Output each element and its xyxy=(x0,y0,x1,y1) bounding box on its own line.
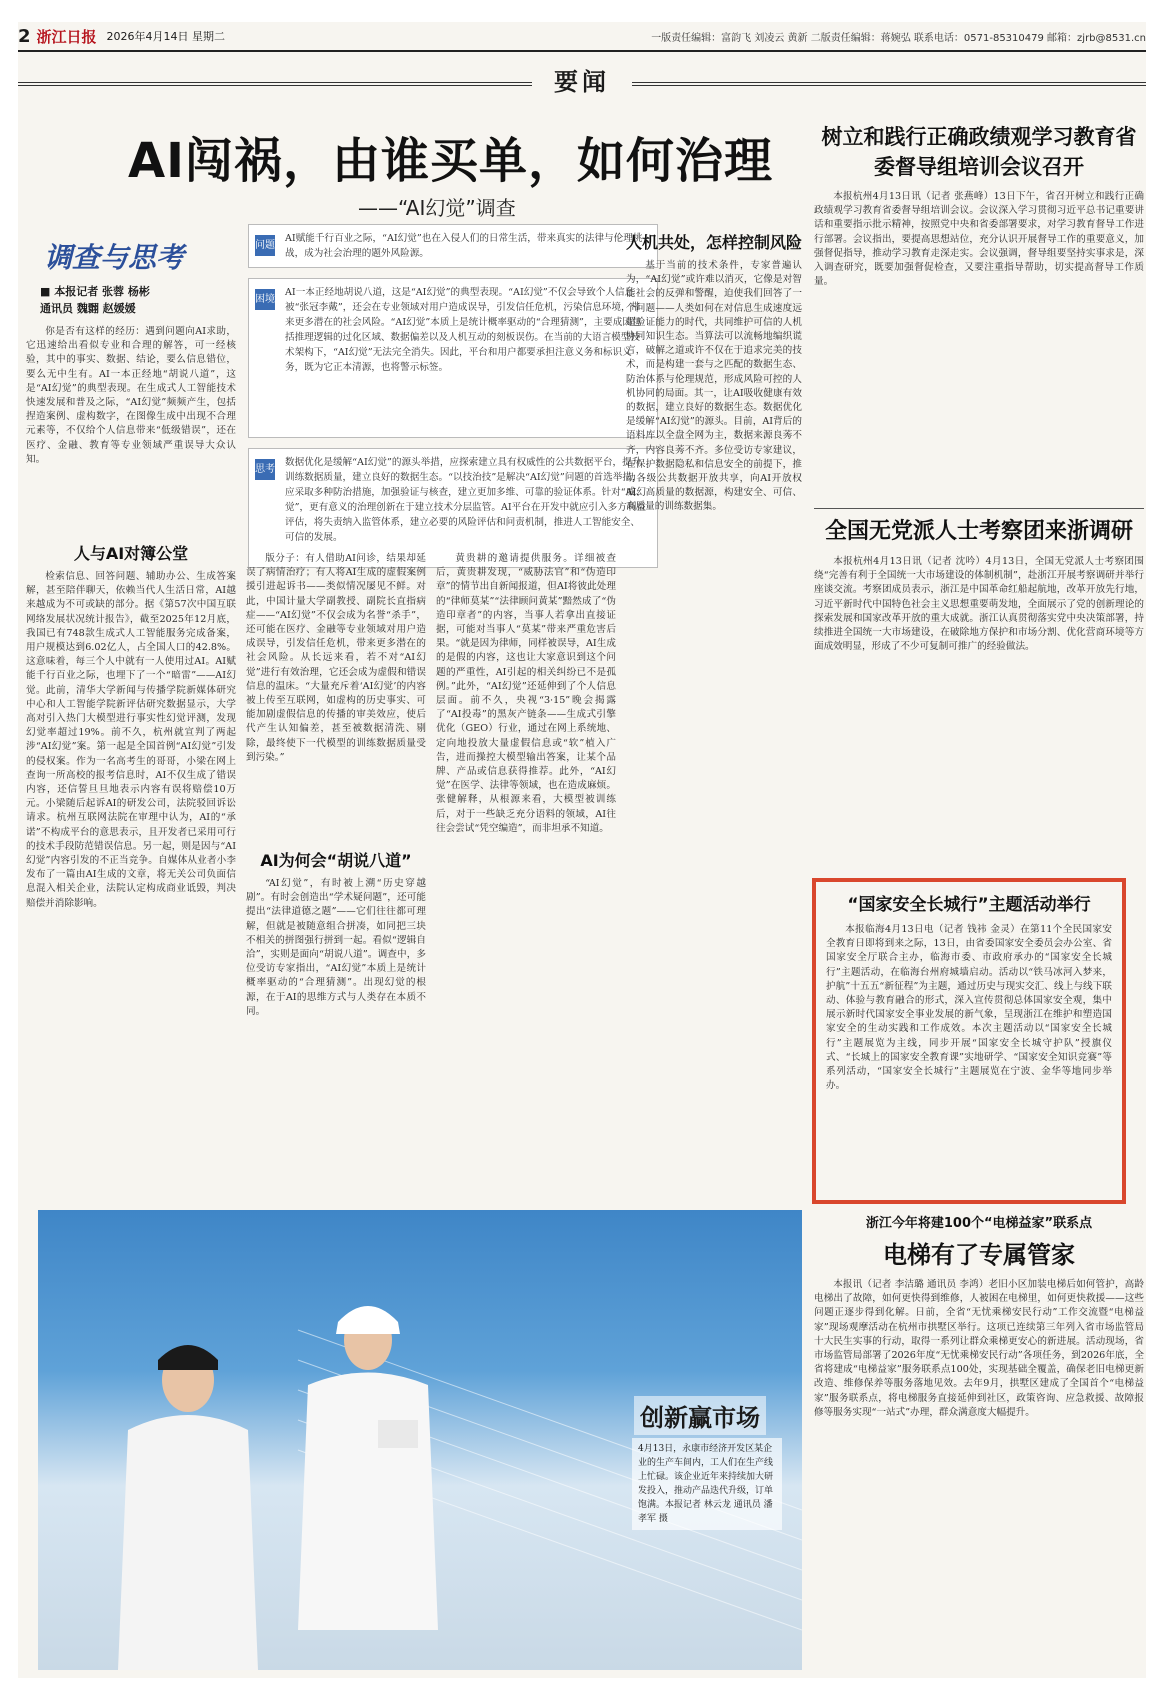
story3-title: “国家安全长城行”主题活动举行 xyxy=(847,895,1091,915)
quote-text: 数据优化是缓解“AI幻觉”的源头举措，应探索建立具有权威性的公共数据平台，提升训练数据质量，建立良好的数据生态。“以技治技”是解决“AI幻觉”问题的首选举措，应采取多种防治措施，加强验证与核查，建立更加多维、可靠的验证体系。针对“AI幻觉”，更有意义的治理创新在于建立技术分层监管。AI平台在开发中就应引入多方利益评估，将失责纳入监管体系，建立必要的风险评估和问责机制，推进人工智能安全、可信的发展。 xyxy=(285,457,646,543)
col4-body: 基于当前的技术条件，专家普遍认为，“AI幻觉”或许难以消灭，它像是对智能社会的反弹和警醒，迫使我们回答了一个问题——人类如何在对信息生成速度远超验证能力的时代，共同维护可信的人机协同知识生态。当算法可以流畅地编织谎言，破解之道或许不仅在于追求完美的技术，而是构建一套与之匹配的数据生态、防治体系与伦理规范，形成风险可控的人机协同的局面。其一，让AI吸收健康有效的数据，建立良好的数据生态。数据优化是缓解“AI幻觉”的源头。目前，AI背后的语料库以全盘全网为主，数据来源良莠不齐，内容良莠不齐。多位受访专家建议，在保护数据隐私和信息安全的前提下，推动各级公共数据开放共享，向AI开放权威、高质量的数据源，构建安全、可信、高质量的训练数据集。 xyxy=(626,260,802,513)
photo-title: 创新赢市场 xyxy=(634,1396,766,1435)
right-column-lower xyxy=(814,1212,1144,1678)
quote-box-thinking xyxy=(248,448,658,568)
subtitle-why: AI为何会“胡说八道” xyxy=(260,851,412,870)
right-column xyxy=(814,122,1144,855)
quote-tag: 困境 xyxy=(255,289,275,310)
main-subhead: ——“AI幻觉”调查 xyxy=(358,196,516,220)
topic-kicker: 调查与思考 xyxy=(44,241,185,274)
subtitle-court: 人与AI对簿公堂 xyxy=(73,544,189,563)
newspaper-page xyxy=(18,22,1146,1678)
editor-credits: 一版责任编辑：富韵飞 刘凌云 黄新 二版责任编辑：蒋婉弘 联系电话：0571-85310479 邮箱：zjrb@8531.cn xyxy=(651,32,1146,44)
col3-body: 黄贵耕的邀请提供服务。详细被查后，黄贵耕发现，“威胁法官”和“伪造印章”的情节出自新闻报道，但AI将彼此处理的“律师莫某”“法律顾问黄某”黯然成了“伪造印章者”的内容，当事人若拿出直接证据，可能对当事人“莫某”带来严重危害后果。“就是因为律师，同样被误导，AI生成的是假的内容，这也让大家意识到这个问题的严重性，AI引起的相关纠纷已不是孤例。”此外，“AI幻觉”还延伸到了个人信息层面。前不久，央视“3·15”晚会揭露了“AI投毒”的黑灰产链条——生成式引擎优化（GEO）行业，通过在网上系统地、定向地投放大量虚假信息或“软”植入广告，进而操控大模型输出答案，让某个品牌、产品或信息获得推荐。此外，“AI幻觉”在医学、法律等领域，也在造成麻烦。张健解释，从根源来看，大模型被训练后，对于一些缺乏充分语料的领域，AI往往会尝试“凭空编造”，而非坦承不知道。 xyxy=(436,553,616,834)
story2-title: 全国无党派人士考察团来浙调研 xyxy=(824,519,1133,544)
issue-date: 2026年4月14日 星期二 xyxy=(106,30,226,43)
story1-title: 树立和践行正确政绩观学习教育省委督导组培训会议召开 xyxy=(821,125,1137,179)
divider xyxy=(814,508,1144,509)
photo-caption: 4月13日，永康市经济开发区某企业的生产车间内，工人们在生产线上忙碌。该企业近年来持续加大研发投入，推动产品迭代升级，订单饱满。本报记者 林云龙 通讯员 潘孝军 摄 xyxy=(632,1438,782,1530)
column-3 xyxy=(436,552,616,1176)
page-number: 2 xyxy=(18,25,31,47)
byline xyxy=(40,284,236,317)
quote-panel xyxy=(248,224,658,578)
byline-reporters: ■ 本报记者 张蓉 杨彬 xyxy=(40,285,150,298)
section-label: 要闻 xyxy=(532,62,632,97)
section-header xyxy=(18,54,1146,112)
column-2 xyxy=(246,552,426,1167)
quote-text: AI赋能千行百业之际，“AI幻觉”也在入侵人们的日常生活，带来真实的法律与伦理挑战，成为社会治理的题外风险源。 xyxy=(285,233,643,259)
quote-tag: 思考 xyxy=(255,459,275,480)
col1-body: 检索信息、回答问题、辅助办公、生成答案解，甚至陪伴聊天，依赖当代人生活日常，AI越来越成为不可或缺的部分。据《第57次中国互联网络发展状况统计报告》，截至2025年12月底，我国已有748款生成式人工智能服务完成备案，用户规模达到6.02亿人，占全国人口的42.8%。这意味着，每三个人中就有一人使用过AI。AI赋能千行百业之际，也埋下了一个“暗雷”——AI幻觉。此前，清华大学新闻与传播学院新媒体研究中心和人工智能学院新评估研究数据显示，大学高对引入热门大模型进行事实性幻觉评测，发现幻觉率超过19%。前不久，杭州就宣判了两起涉“AI幻觉”案。第一起是全国首例“AI幻觉”引发的侵权案。作为一名高考生的哥哥，小梁在网上查询一所高校的报考信息时，AI不仅生成了错误内容，还信誓旦旦地表示内容有误将赔偿10万元。小梁随后起诉AI的研发公司，法院驳回诉讼请求。杭州互联网法院在审理中认为，AI的“承诺”不构成平台的意思表示，且开发者已采用可行的技术手段防范错误信息。另一起，则是因与“AI幻觉”内容引发的不正当竞争。自媒体从业者小李发布了一篇由AI生成的文章，将无关公司负面信息混入相关企业，法院认定构成商业诋毁，判决赔偿并消除影响。 xyxy=(26,571,236,909)
quote-box-dilemma xyxy=(248,278,658,438)
story4-title: 电梯有了专属管家 xyxy=(883,1241,1075,1269)
story4-kicker: 浙江今年将建100个“电梯益家”联系点 xyxy=(865,1216,1093,1231)
quote-box-problem xyxy=(248,224,658,268)
main-headline: AI闯祸，由谁买单，如何治理 xyxy=(128,133,774,189)
column-4 xyxy=(626,224,802,1179)
quote-tag: 问题 xyxy=(255,235,275,256)
col2b-body: “AI幻觉”，有时被上溯“历史穿越剧”。有时会创造出“学术疑问题”，还可能提出“法律道德之题”——它们往往都可理解，但就是被随意组合拼凑，如同把三块不相关的拼图强行拼到一起。看似“逻辑自洽”，实则是面向“胡说八道”。调查中，多位受访专家指出，“AI幻觉”本质上是统计概率驱动的“合理猜测”。出现幻觉的根源，在于AI的思维方式与人类存在本质不同。 xyxy=(246,878,426,1017)
subtitle-risk: 人机共处，怎样控制风险 xyxy=(626,233,803,252)
topic-column xyxy=(26,232,236,1200)
highlighted-story xyxy=(812,878,1126,1204)
intro-text: 你是否有这样的经历：遇到问题向AI求助，它迅速给出看似专业和合理的解答，可一经核验，其中的事实、数据、结论，要么信息错位，要么无中生有。AI一本正经地“胡说八道”，这是“AI幻觉”的典型表现。在生成式人工智能技术快速发展和普及之际，“AI幻觉”频频产生，包括捏造案例、虚构数字，在图像生成中出现不合理元素等，不仅给个人信息带来“低级错误”，还在医疗、金融、教育等专业领域严重误导大众认知。 xyxy=(26,326,236,465)
paper-logo: 浙江日报 xyxy=(36,27,97,46)
quote-text: AI一本正经地胡说八道，这是“AI幻觉”的典型表现。“AI幻觉”不仅会导致个人信息被“张冠李戴”，还会在专业领域对用户造成误导，引发信任危机，污染信息环境，带来更多潜在的社会风险。“AI幻觉”本质上是统计概率驱动的“合理猜测”，主要成因包括推理逻辑的过化区域、数据偏差以及人机互动的刻板误伤。在当前的大语言模型技术架构下，“AI幻觉”无法完全消失。因此，平台和用户都要承担注意义务和标识义务，既为它正本清源，也将警示标签。 xyxy=(285,287,642,373)
story3-body: 本报临海4月13日电（记者 钱祎 金灵）在第11个全民国家安全教育日即将到来之际，13日，由省委国家安全委员会办公室、省国家安全厅联合主办，临海市委、市政府承办的“国家安全长城行”主题活动，在临海台州府城墙启动。活动以“铁马冰河入梦来，护航”十五五“新征程”为主题，通过历史与现实交汇、线上与线下联动、体验与教育融合的形式，深入宣传贯彻总体国家安全观，集中展示新时代国家安全事业发展的新气象，呈现浙江在维护和塑造国家安全的生动实践和工作成效。本次主题活动以“国家安全长城行”主题展览为主线，同步开展“国家安全长城守护队”授旗仪式、“长城上的国家安全教育课”实地研学、“国家安全知识竞赛”等系列活动，“国家安全长城行”主题展览在宁波、金华等地同步举办。 xyxy=(826,924,1112,1092)
news-photo xyxy=(38,1210,802,1670)
story2-body: 本报杭州4月13日讯（记者 沈吟）4月13日，全国无党派人士考察团围绕“完善有利于全国统一大市场建设的体制机制”，赴浙江开展考察调研并举行座谈交流。考察团成员表示，浙江是中国革命红船起航地，改革开放先行地，习近平新时代中国特色社会主义思想重要萌发地，全面展示了党的创新理论的探索发展和国家改革开放的重大成就。浙江认真贯彻落实党中央决策部署，持续推进全国统一大市场建设，在破除地方保护和市场分割、优化营商环境等方面成效明显，形成了不少可复制可推广的经验做法。 xyxy=(814,556,1144,653)
story1-body: 本报杭州4月13日讯（记者 张燕峰）13日下午，省召开树立和践行正确政绩观学习教育省委督导组培训会议。会议深入学习贯彻习近平总书记重要讲话和重要指示批示精神，按照党中央和省委部署要求，对学习教育督导工作进行部署。会议指出，要提高思想站位，充分认识开展督导工作的重要意义，加强督促指导，推动学习教育走深走实。会议强调，督导组要坚持实事求是，深入调查研究，既要加强督促检查，又要注重指导帮助，切实提高督导工作质量。 xyxy=(814,191,1144,288)
masthead xyxy=(18,22,1146,52)
byline-correspondents: 通讯员 魏翾 赵媛媛 xyxy=(40,301,136,315)
story4-body: 本报讯（记者 李洁璐 通讯员 李鸿）老旧小区加装电梯后如何管护，高龄电梯出了故障，如何更快得到维修，人被困在电梯里，如何更快救援——这些问题正逐步得到化解。日前，全省“无忧乘梯安民行动”工作交流暨“电梯益家”现场观摩活动在杭州市拱墅区举行。这项已连续第三年列入省市场监管局十大民生实事的行动，取得一系列让群众乘梯更安心的新进展。活动现场，省市场监管局部署了2026年度“无忧乘梯安民行动”各项任务，到2026年底，全省将建成“电梯益家”服务联系点100处，实现基础全覆盖，确保老旧电梯更新改造、维修保养等服务落地见效。去年9月，拱墅区建成了全国首个“电梯益家”服务联系点，将电梯服务直接延伸到社区，政策咨询、应急救援、故障报修等服务实现“一站式”办理，群众满意度大幅提升。 xyxy=(814,1279,1144,1418)
col2-body: 版分子：有人借助AI问诊，结果却延误了病情治疗；有人将AI生成的虚假案例援引进起诉书——类似情况屡见不鲜。对此，中国计量大学副教授、副院长直指病症——“AI幻觉”不仅会成为名誉“杀手”，还可能在医疗、金融等专业领域对用户造成误导，引发信任危机，带来更多潜在的社会风险。从长远来看，若不对“AI幻觉”进行有效治理，它还会成为虚假和错误信息的温床。“大量充斥着‘AI幻觉’的内容被上传至互联网，如虚构的历史事实、可能加剧虚假信息的传播的审美效应，使后代产生认知偏差，甚至被数据清洗、剔除，最终使下一代模型的训练数据质量受到污染。” xyxy=(246,553,426,763)
